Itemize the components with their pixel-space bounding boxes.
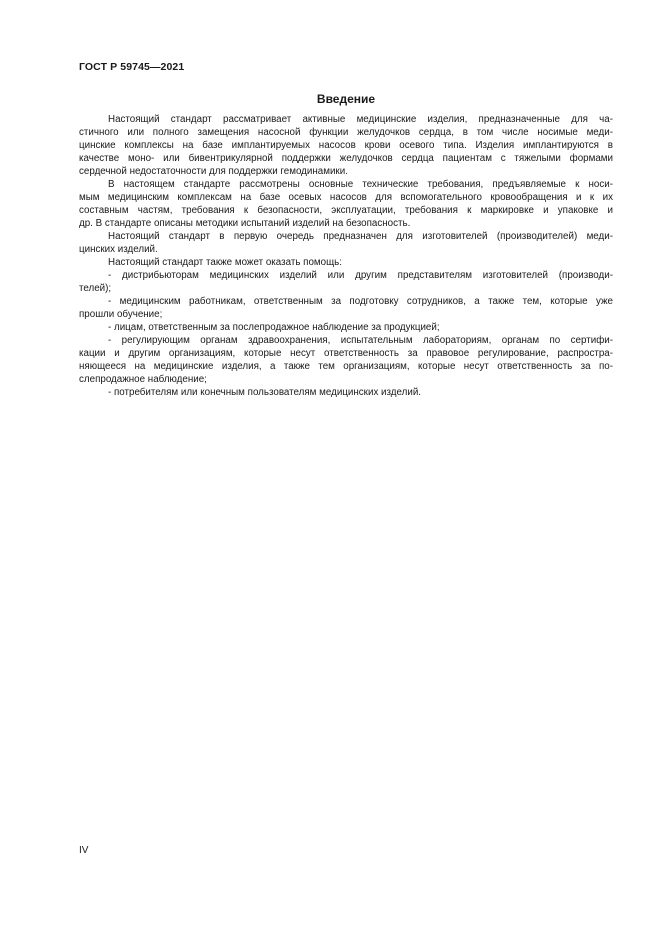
text-line: составным частям, требования к безопасности, эксплуатации, требования к маркировке и упаковке и xyxy=(79,205,613,216)
text-line: кации и другим организациям, которые несут ответственность за правовое регулирование, распростра- xyxy=(79,348,613,359)
text-line: няющееся на медицинские изделия, а также тем организациям, которые несут ответственность за по- xyxy=(79,361,613,372)
text-line: Настоящий стандарт в первую очередь предназначен для изготовителей (производителей) меди- xyxy=(108,231,613,242)
text-line: качестве моно- или бивентрикулярной поддержки желудочков сердца пациентам с тяжелыми формами xyxy=(79,153,613,164)
introduction-body xyxy=(79,113,613,399)
text-line: прошли обучение; xyxy=(79,309,163,320)
text-line: - дистрибьюторам медицинских изделий или другим представителям изготовителей (производи- xyxy=(108,270,613,281)
section-title: Введение xyxy=(316,92,376,106)
text-line: слепродажное наблюдение; xyxy=(79,374,207,385)
page-number: IV xyxy=(79,845,89,856)
text-line: Настоящий стандарт также может оказать помощь: xyxy=(108,257,342,268)
document-code: ГОСТ Р 59745—2021 xyxy=(79,61,185,73)
text-line: Настоящий стандарт рассматривает активные медицинские изделия, предназначенные для ча- xyxy=(108,114,613,125)
text-line: цинских изделий. xyxy=(79,244,158,255)
text-line: стичного или полного замещения насосной функции желудочков сердца, в том числе носимые меди- xyxy=(79,127,613,138)
text-line: мым медицинским комплексам на базе осевых насосов для вспомогательного кровообращения и к их xyxy=(79,192,613,203)
text-line: сердечной недостаточности для поддержки гемодинамики. xyxy=(79,166,348,177)
text-line: - лицам, ответственным за послепродажное наблюдение за продукцией; xyxy=(108,322,440,333)
text-line: В настоящем стандарте рассмотрены основные технические требования, предъявляемые к носи- xyxy=(108,179,613,190)
text-line: др. В стандарте описаны методики испытаний изделий на безопасность. xyxy=(79,218,411,229)
text-line: - регулирующим органам здравоохранения, испытательным лабораториям, органам по сертифи- xyxy=(108,335,613,346)
text-line: - медицинским работникам, ответственным за подготовку сотрудников, а также тем, которые уже xyxy=(108,296,613,307)
text-line: цинские комплексы на базе имплантируемых насосов крови осевого типа. Изделия имплантируются в xyxy=(79,140,613,151)
text-line: телей); xyxy=(79,283,112,294)
text-line: - потребителям или конечным пользователям медицинских изделий. xyxy=(108,387,422,398)
